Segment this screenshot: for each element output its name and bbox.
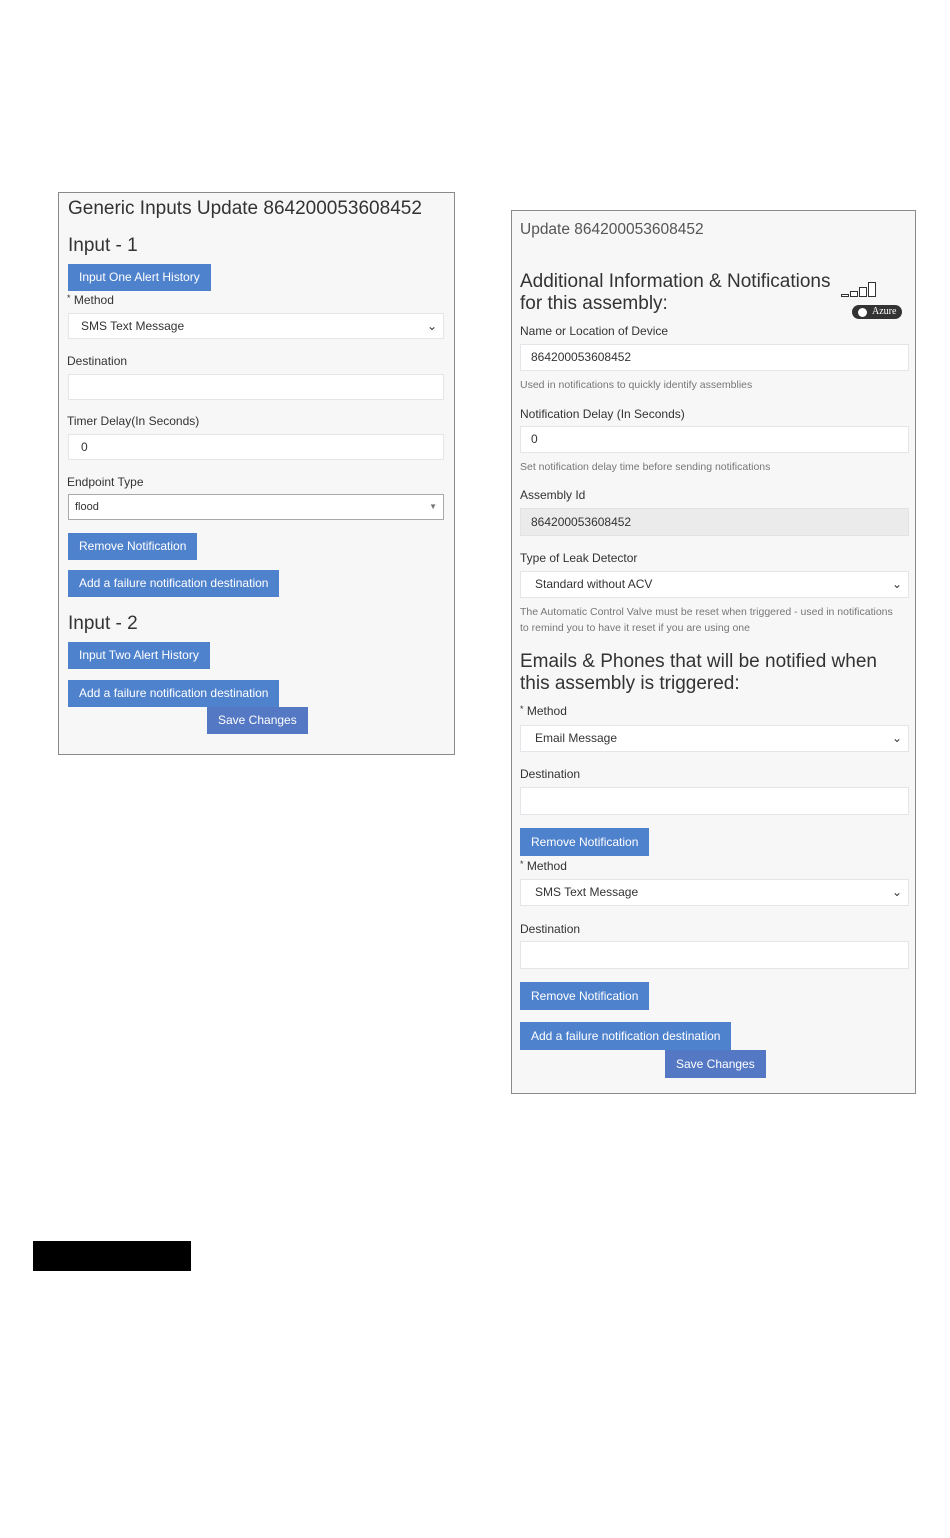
redaction-bar xyxy=(33,1241,191,1271)
right-save-changes-button[interactable]: Save Changes xyxy=(665,1050,766,1078)
required-mark: * xyxy=(520,704,524,714)
assembly-update-title: Update 864200053608452 xyxy=(520,221,704,238)
input-1-timer-input[interactable]: 0 xyxy=(68,434,444,460)
azure-badge: Azure xyxy=(852,305,902,319)
notification-2-destination-input[interactable] xyxy=(520,941,909,969)
left-save-changes-button[interactable]: Save Changes xyxy=(207,707,308,734)
input-2-add-destination-button[interactable]: Add a failure notification destination xyxy=(68,680,279,707)
notification-2-method-label: * Method xyxy=(520,859,567,873)
notification-1-remove-button[interactable]: Remove Notification xyxy=(520,828,649,856)
notification-1-destination-label: Destination xyxy=(520,767,581,781)
input-1-destination-input[interactable] xyxy=(68,374,444,400)
input-1-add-destination-button[interactable]: Add a failure notification destination xyxy=(68,570,279,597)
input-1-endpoint-select[interactable]: flood ▼ xyxy=(68,494,444,520)
notification-2-remove-button[interactable]: Remove Notification xyxy=(520,982,649,1010)
input-one-alert-history-button[interactable]: Input One Alert History xyxy=(68,264,211,291)
leak-detector-select[interactable]: Standard without ACV ⌄ xyxy=(520,571,909,598)
additional-info-heading: Additional Information & Notifications for this assembly: xyxy=(520,271,831,314)
chevron-down-icon: ⌄ xyxy=(891,577,902,591)
emails-phones-heading: Emails & Phones that will be notified when this assembly is triggered: xyxy=(520,651,877,694)
chevron-down-icon: ⌄ xyxy=(891,731,902,745)
input-1-heading: Input - 1 xyxy=(68,235,138,256)
leak-detector-help: The Automatic Control Valve must be reset when triggered - used in notifications to remind you to have it reset if you are using one xyxy=(520,606,893,634)
name-location-help: Used in notifications to quickly identify assemblies xyxy=(520,379,753,391)
input-2-heading: Input - 2 xyxy=(68,613,138,634)
chevron-down-icon: ⌄ xyxy=(891,885,902,899)
input-1-destination-label: Destination xyxy=(67,354,128,368)
notification-1-method-select[interactable]: Email Message ⌄ xyxy=(520,725,909,752)
required-mark: * xyxy=(67,293,71,303)
notification-delay-help: Set notification delay time before sending notifications xyxy=(520,461,771,473)
chevron-down-icon: ⌄ xyxy=(426,319,437,333)
input-1-remove-notification-button[interactable]: Remove Notification xyxy=(68,533,197,560)
input-1-method-label: * Method xyxy=(67,293,114,307)
notification-delay-input[interactable]: 0 xyxy=(520,426,909,453)
notification-2-destination-label: Destination xyxy=(520,922,581,936)
toggle-dot-icon xyxy=(858,308,867,317)
notification-delay-label: Notification Delay (In Seconds) xyxy=(520,407,685,421)
leak-detector-label: Type of Leak Detector xyxy=(520,551,638,565)
right-add-destination-button[interactable]: Add a failure notification destination xyxy=(520,1022,731,1050)
generic-inputs-title: Generic Inputs Update 864200053608452 xyxy=(68,198,422,219)
assembly-id-label: Assembly Id xyxy=(520,488,586,502)
input-1-timer-label: Timer Delay(In Seconds) xyxy=(67,414,200,428)
signal-strength-icon xyxy=(841,282,879,297)
notification-1-destination-input[interactable] xyxy=(520,787,909,815)
assembly-id-input: 864200053608452 xyxy=(520,508,909,536)
notification-1-method-label: * Method xyxy=(520,704,567,718)
input-1-endpoint-label: Endpoint Type xyxy=(67,475,144,489)
required-mark: * xyxy=(520,859,524,869)
input-1-method-select[interactable]: SMS Text Message ⌄ xyxy=(68,313,444,339)
input-two-alert-history-button[interactable]: Input Two Alert History xyxy=(68,642,210,669)
name-location-label: Name or Location of Device xyxy=(520,324,669,338)
notification-2-method-select[interactable]: SMS Text Message ⌄ xyxy=(520,879,909,906)
name-location-input[interactable]: 864200053608452 xyxy=(520,344,909,371)
caret-down-icon: ▼ xyxy=(429,502,437,511)
